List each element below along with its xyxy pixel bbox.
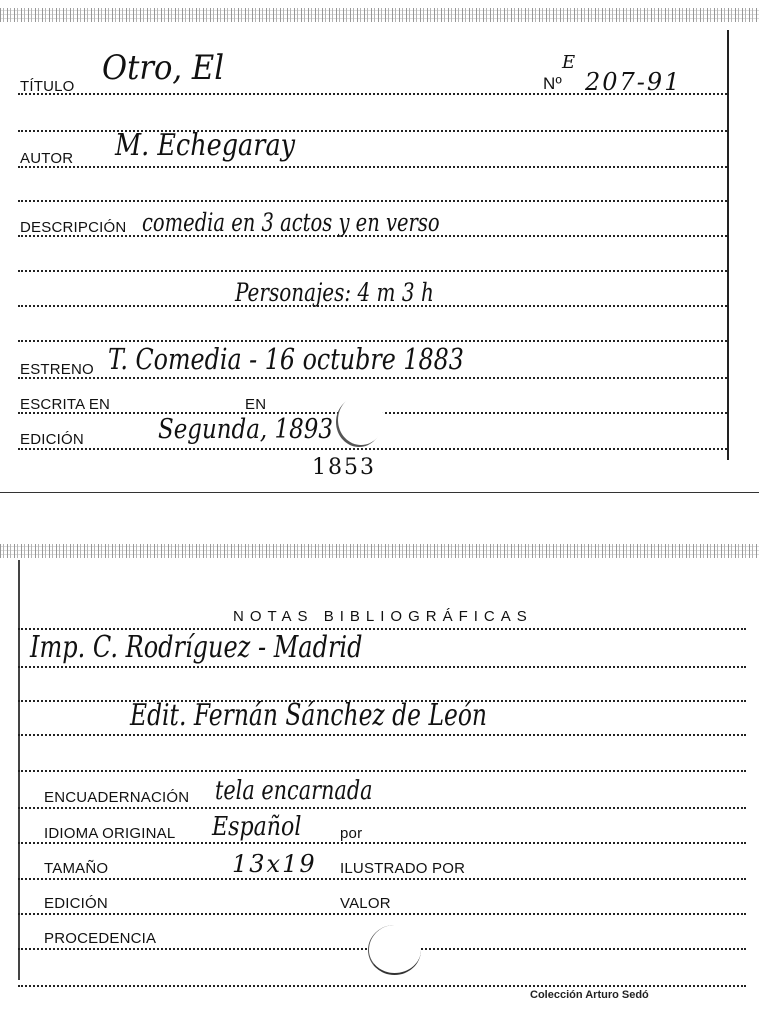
rule-line (18, 807, 746, 809)
estreno-value: T. Comedia - 16 octubre 1883 (108, 342, 464, 376)
catalog-card-front (0, 0, 759, 495)
procedencia-label: PROCEDENCIA (44, 930, 157, 947)
punch-hole (338, 395, 384, 445)
personajes-value: Personajes: 4 m 3 h (235, 278, 434, 307)
card-right-edge (727, 30, 729, 460)
rule-line (18, 270, 727, 272)
collection-credit: Colección Arturo Sedó (530, 989, 649, 1001)
tamano-label: TAMAÑO (44, 860, 109, 877)
rule-line (18, 166, 727, 168)
tamano-value: 13x19 (232, 850, 317, 878)
edicion-value: Segunda, 1893 (158, 414, 333, 445)
scan-edge-noise (0, 544, 759, 558)
valor-label: VALOR (340, 895, 391, 912)
edicion-label: EDICIÓN (20, 431, 84, 448)
rule-line (18, 734, 746, 736)
autor-value: M. Echegaray (115, 128, 296, 163)
scan-edge-noise (0, 8, 759, 22)
idioma-original-value: Español (212, 812, 302, 842)
descripcion-value: comedia en 3 actos y en verso (142, 208, 440, 237)
punch-hole (368, 925, 421, 975)
numero-value: 207-91 (585, 68, 682, 96)
rule-line (18, 842, 746, 844)
por-label: por (340, 825, 363, 842)
catalog-card-back (0, 540, 759, 1010)
rule-line (18, 200, 727, 202)
autor-label: AUTOR (20, 150, 74, 167)
rule-line (18, 770, 746, 772)
escrita-en-label: ESCRITA EN (20, 396, 111, 413)
encuadernacion-label: ENCUADERNACIÓN (44, 789, 190, 806)
rule-line (18, 985, 746, 987)
en-label: EN (245, 396, 267, 413)
year-stamp: 1853 (312, 455, 376, 480)
numero-prefix-value: E (562, 52, 576, 73)
descripcion-label: DESCRIPCIÓN (20, 219, 127, 236)
rule-line (18, 878, 746, 880)
card-cut-line (0, 492, 759, 493)
numero-label: Nº (543, 74, 562, 93)
idioma-original-label: IDIOMA ORIGINAL (44, 825, 176, 842)
rule-line (18, 377, 727, 379)
titulo-label: TÍTULO (20, 78, 75, 95)
notes-line-2: Edit. Fernán Sánchez de León (130, 698, 488, 733)
ilustrado-por-label: ILUSTRADO POR (340, 860, 466, 877)
estreno-label: ESTRENO (20, 361, 94, 378)
rule-line (18, 448, 727, 450)
encuadernacion-value: tela encarnada (215, 776, 373, 806)
notas-heading: NOTAS BIBLIOGRÁFICAS (233, 608, 533, 625)
notes-line-1: Imp. C. Rodríguez - Madrid (30, 630, 363, 665)
rule-line (18, 666, 746, 668)
titulo-value: Otro, El (102, 48, 225, 88)
edicion-label: EDICIÓN (44, 895, 108, 912)
rule-line (18, 913, 746, 915)
